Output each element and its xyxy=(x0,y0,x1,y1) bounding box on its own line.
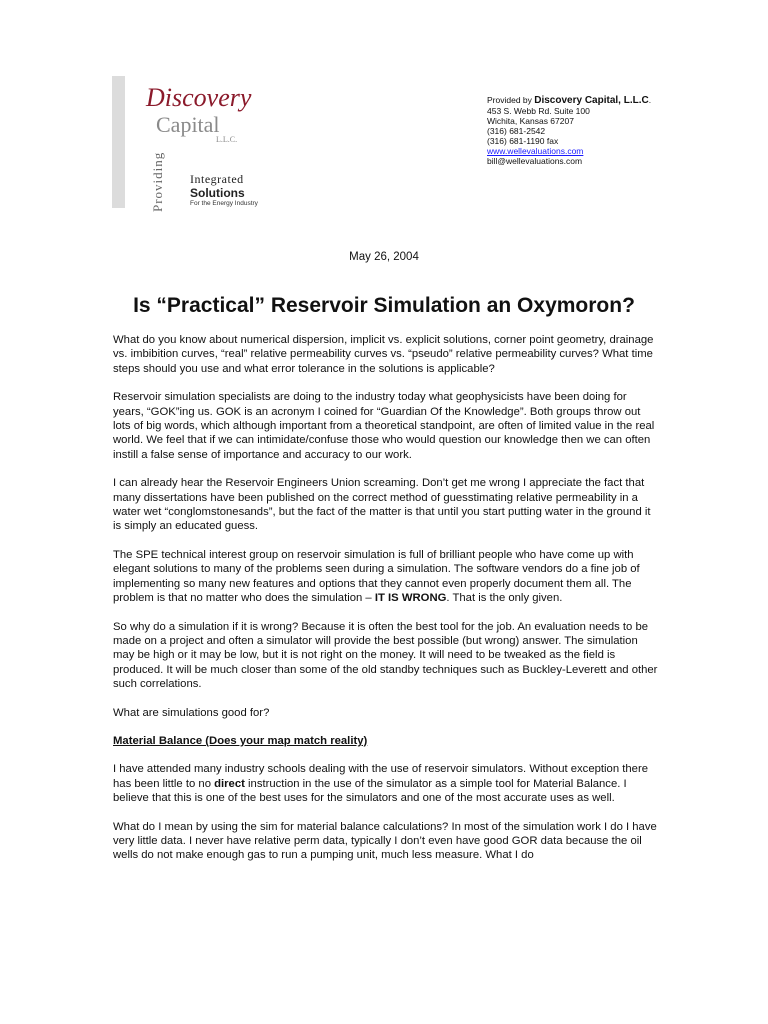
document-body xyxy=(113,333,658,877)
logo-providing-text: Providing xyxy=(150,151,165,212)
company-logo xyxy=(112,76,312,212)
paragraph: What do I mean by using the sim for material balance calculations? In most of the simulation work I do I have very little data. I never have relative perm data, typically I don’t even have good GOR data because the oil wells do not make enough gas to run a pumping unit, much less measure. What I do xyxy=(113,820,657,862)
paragraph xyxy=(113,762,658,805)
logo-integrated-text: Integrated xyxy=(190,172,244,186)
emphasis-text: IT IS WRONG xyxy=(374,592,447,605)
address-line-1: 453 S. Webb Rd. Suite 100 xyxy=(487,106,590,116)
emphasis-text: direct xyxy=(214,777,245,790)
address-line-2: Wichita, Kansas 67207 xyxy=(487,116,574,126)
document-title: Is “Practical” Reservoir Simulation an Oxymoron? xyxy=(133,294,635,317)
company-name-end: . xyxy=(648,95,652,105)
paragraph-text: . That is the only given. xyxy=(446,592,563,605)
paragraph-text: The SPE technical interest group on reservoir simulation is full of brilliant people who have come up with elegant solutions to many of the problems seen during a simulation. The software vendors do a fine job of implementing so many new features and options that they cannot even properly document them all. The problem is that no matter who does the simulation – xyxy=(113,548,640,605)
paragraph: What are simulations good for? xyxy=(113,706,270,719)
logo-side-bar xyxy=(112,76,125,208)
logo-name-line2: Capital xyxy=(156,112,220,137)
document-date: May 26, 2004 xyxy=(349,251,419,263)
logo-solutions-text: Solutions xyxy=(190,186,245,200)
paragraph: So why do a simulation if it is wrong? Because it is often the best tool for the job. An evaluation needs to be made on a project and often a simulator will provide the best possible (but wrong) answer. The simulation may be high or it may be low, but it is not right on the money. It will need to be tweaked as the field is produced. It will be much closer than some of the old standby techniques such as Buckley-Leverett and other such correlations. xyxy=(113,620,658,691)
phone-number: (316) 681-2542 xyxy=(487,126,546,136)
logo-tagline: For the Energy Industry xyxy=(190,200,258,207)
discovery-capital-wordmark xyxy=(136,76,286,146)
email-address: bill@wellevaluations.com xyxy=(487,156,583,166)
logo-name-line1: Discovery xyxy=(146,83,252,112)
section-heading: Material Balance (Does your map match reality) xyxy=(113,734,368,747)
logo-name-line3: L.L.C. xyxy=(216,135,238,144)
website-link[interactable]: www.wellevaluations.com xyxy=(487,146,584,156)
paragraph xyxy=(113,548,658,606)
paragraph-text: instruction in the use of the simulator as a simple tool for Material Balance. I believe that this is one of the best uses for the simulators and one of the most accurate uses as well. xyxy=(113,777,627,805)
provided-by-label: Provided by xyxy=(487,95,535,105)
paragraph: Reservoir simulation specialists are doing to the industry today what geophysicists have been doing for years, “GOK”ing us. GOK is an acronym I coined for “Guardian Of the Knowledge”. Both groups throw out lots of big words, which although important from a theoretical standpoint, are often of limited value in the real world. We feel that if we can intimidate/confuse those who would question our knowledge then we can often instill a false sense of importance and accuracy to our work. xyxy=(113,391,655,461)
paragraph: What do you know about numerical dispersion, implicit vs. explicit solutions, corner point geometry, drainage vs. imbibition curves, “real” relative permeability curves vs. “pseudo” relative permeability curves? What time steps should you use and what error tolerance in the solutions is applicable? xyxy=(113,334,654,375)
paragraph-text: I have attended many industry schools dealing with the use of reservoir simulators. Without exception there has been little to no xyxy=(113,763,648,790)
company-name: Discovery Capital, L.L.C xyxy=(534,95,649,106)
fax-number: (316) 681-1190 fax xyxy=(487,136,559,146)
paragraph: I can already hear the Reservoir Engineers Union screaming. Don’t get me wrong I appreciate the fact that many dissertations have been published on the correct method of guesstimating relative permeability in a water wet “conglomstonesands”, but the fact of the matter is that until you start putting water in the ground it is simply an educated guess. xyxy=(113,477,651,533)
provided-by-line xyxy=(487,95,651,106)
contact-block xyxy=(487,95,651,166)
